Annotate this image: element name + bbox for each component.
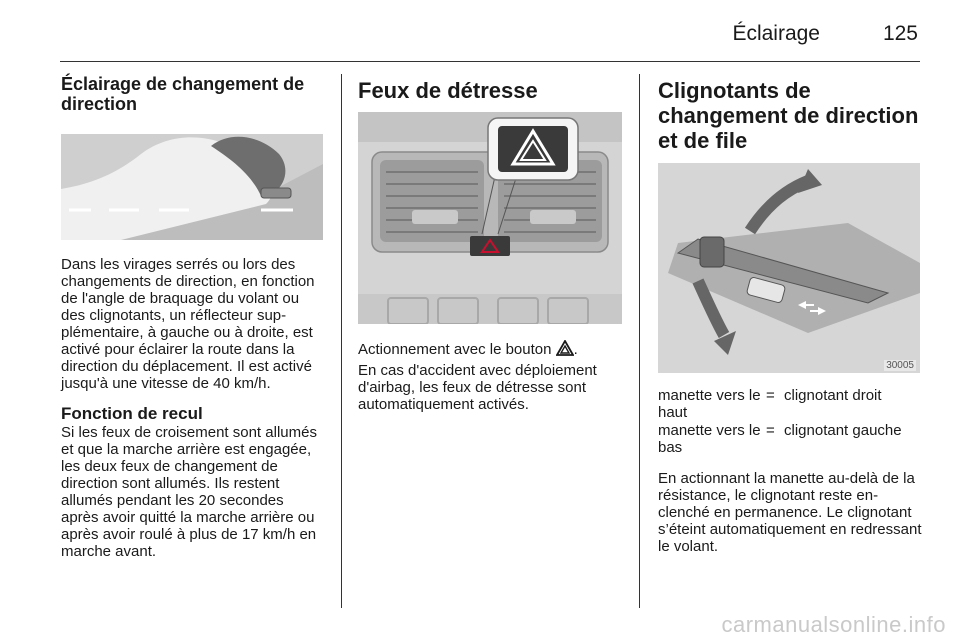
section-heading: Clignotants de changement de direction et de file [658, 78, 919, 153]
column-divider [341, 74, 342, 608]
definition-row [658, 387, 922, 421]
hazard-button-illustration [358, 112, 622, 324]
definition-value: clignotant gauche [784, 422, 902, 439]
subsection-heading: Fonction de recul [61, 404, 203, 423]
section-paragraph: En cas d'accident avec déploiement d'airbag, les feux de détresse sont automatiquement activés. [358, 362, 597, 413]
column-hazard-lights [358, 74, 622, 413]
hazard-triangle-icon [556, 340, 574, 356]
column-divider [639, 74, 640, 608]
definition-term: manette vers le bas [658, 422, 761, 456]
definition-row [658, 422, 922, 456]
definition-value: clignotant droit [784, 387, 882, 404]
section-paragraph: En actionnant la manette au-delà de la résistance, le clignotant reste enclenché en permanence. Le clignotant s’éteint automatiquement en redressant le volant. [658, 470, 922, 555]
section-heading: Éclairage de changement de direction [61, 74, 305, 114]
definition-term: manette vers le haut [658, 387, 761, 421]
watermark: carmanualsonline.info [721, 612, 946, 637]
operation-text-before: Actionnement avec le bouton [358, 341, 556, 358]
cornering-light-illustration [61, 134, 323, 240]
turn-signal-lever-illustration [658, 163, 920, 373]
page-header [60, 14, 920, 60]
section-heading: Feux de détresse [358, 78, 538, 103]
column-turn-signals [658, 74, 922, 555]
column-cornering-light [61, 74, 325, 560]
turn-signal-figure [658, 163, 920, 373]
operation-text-after: . [573, 341, 578, 358]
definition-equals: = [766, 422, 775, 439]
subsection-paragraph: Si les feux de croisement sont allumés et que la marche arrière est engagée, les deux feux de changement de direction sont allumés. Ils restent allumés pendant les 20 secondes après avoir quitté la marche arrière ou après avoir roulé à plus de 17 km/h en marche avant. [61, 424, 317, 560]
page-number: 125 [882, 22, 918, 45]
cornering-light-figure [61, 134, 323, 240]
definition-equals: = [766, 387, 775, 404]
hazard-button-figure [358, 112, 622, 324]
page-title: Éclairage [732, 22, 820, 45]
section-paragraph: Dans les virages serrés ou lors des changements de direction, en fonction de l'angle de braquage du volant ou des clignotants, un réflecteur supplémentaire, à gauche ou à droite, est activé pour éclairer la route dans la direction du déplacement. Il est activé jusqu'à une vitesse de 40 km/h. [61, 256, 315, 392]
definition-list [658, 387, 922, 456]
figure-number: 30005 [886, 360, 914, 371]
header-rule [60, 61, 920, 62]
operation-line [358, 340, 622, 358]
